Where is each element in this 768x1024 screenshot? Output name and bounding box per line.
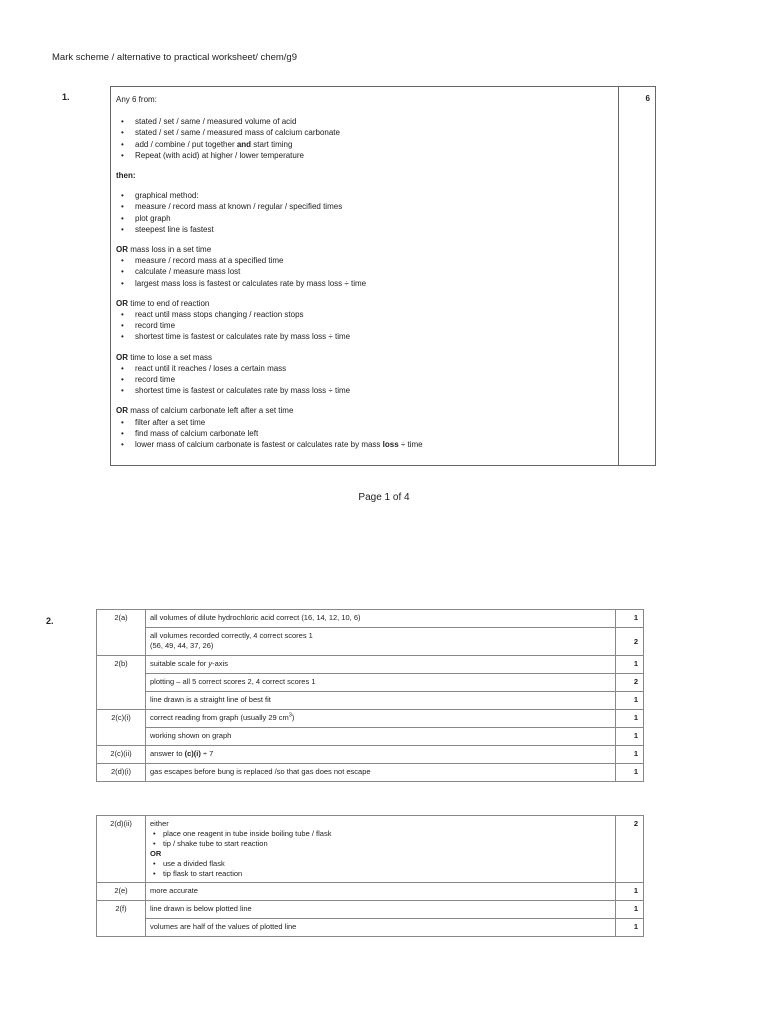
question-id: 2(e) (97, 883, 146, 901)
carbonate-left-list (116, 417, 611, 451)
table-row (97, 610, 644, 628)
question-1-box (110, 86, 656, 466)
page-number: Page 1 of 4 (358, 492, 410, 503)
marks-cell: 1 (616, 883, 644, 901)
marks-cell: 2 (616, 816, 644, 883)
lose-set-mass-list (116, 363, 611, 397)
then-label: then: (116, 171, 136, 181)
table-row (97, 919, 644, 937)
table-row (97, 692, 644, 710)
marks-cell: 1 (616, 610, 644, 628)
question-id: 2(d)(ii) (97, 816, 146, 883)
mass-loss-list (116, 255, 611, 289)
list-item: • measure / record mass at a specified time (135, 255, 611, 266)
table-row (97, 816, 644, 883)
answer-cell: all volumes recorded correctly, 4 correct scores 1 (56, 49, 44, 37, 26) (146, 628, 616, 656)
list-item: • graphical method: (135, 190, 611, 201)
answer-cell: working shown on graph (146, 728, 616, 746)
either-list (150, 829, 611, 849)
table-row (97, 628, 644, 656)
answer-cell: line drawn is a straight line of best fit (146, 692, 616, 710)
method-heading: OR time to lose a set mass (116, 352, 213, 362)
end-of-reaction-list (116, 309, 611, 343)
list-item: • shortest time is fastest or calculates rate by mass loss ÷ time (135, 331, 611, 342)
answer-cell: gas escapes before bung is replaced /so that gas does not escape (146, 764, 616, 782)
table-row (97, 656, 644, 674)
marks-cell: 1 (616, 919, 644, 937)
or-list (150, 859, 611, 879)
list-item: • tip flask to start reaction (163, 869, 611, 879)
table-row (97, 746, 644, 764)
list-item: • tip / shake tube to start reaction (163, 839, 611, 849)
list-item: • largest mass loss is fastest or calculates rate by mass loss ÷ time (135, 278, 611, 289)
marks-cell: 2 (616, 674, 644, 692)
list-item: • lower mass of calcium carbonate is fastest or calculates rate by mass loss ÷ time (135, 439, 611, 450)
answer-cell (146, 816, 616, 883)
list-item: • use a divided flask (163, 859, 611, 869)
answer-cell: answer to (c)(i) ÷ 7 (146, 746, 616, 764)
marks-cell: 1 (616, 728, 644, 746)
answer-cell: suitable scale for y-axis (146, 656, 616, 674)
question-1-number: 1. (62, 92, 70, 102)
question-2-table (96, 609, 644, 782)
table-row (97, 674, 644, 692)
list-item: • stated / set / same / measured volume of acid (135, 116, 611, 127)
list-item: • record time (135, 374, 611, 385)
question-1-content (116, 94, 611, 450)
list-item: • filter after a set time (135, 417, 611, 428)
list-item: • add / combine / put together and start timing (135, 139, 611, 150)
table-row (97, 901, 644, 919)
list-item: • react until it reaches / loses a certain mass (135, 363, 611, 374)
marks-cell: 1 (616, 710, 644, 728)
question-id: 2(c)(i) (97, 710, 146, 746)
list-item: • react until mass stops changing / reaction stops (135, 309, 611, 320)
intro-text: Any 6 from: (116, 95, 157, 104)
or-label: OR (150, 849, 162, 858)
method-heading: OR mass loss in a set time (116, 245, 212, 255)
question-id: 2(f) (97, 901, 146, 937)
answer-cell: correct reading from graph (usually 29 $cm^3$) (146, 710, 616, 728)
marks-cell: 1 (616, 656, 644, 674)
graphical-list (116, 190, 611, 235)
method-heading: OR time to end of reaction (116, 298, 210, 308)
either-label: either (150, 819, 169, 828)
list-item: • plot graph (135, 213, 611, 224)
answer-cell: volumes are half of the values of plotted line (146, 919, 616, 937)
answer-cell: all volumes of dilute hydrochloric acid correct (16, 14, 12, 10, 6) (146, 610, 616, 628)
method-heading: OR mass of calcium carbonate left after a set time (116, 406, 294, 416)
answer-cell: line drawn is below plotted line (146, 901, 616, 919)
list-item: • steepest line is fastest (135, 224, 611, 235)
list-item: • find mass of calcium carbonate left (135, 428, 611, 439)
list-item: • shortest time is fastest or calculates rate by mass loss ÷ time (135, 385, 611, 396)
setup-list (116, 116, 611, 161)
document-header: Mark scheme / alternative to practical worksheet/ chem/g9 (52, 52, 297, 63)
answer-cell: more accurate (146, 883, 616, 901)
question-2-table-continued (96, 815, 644, 937)
marks-cell: 1 (616, 901, 644, 919)
list-item: • measure / record mass at known / regular / specified times (135, 201, 611, 212)
list-item: • stated / set / same / measured mass of calcium carbonate (135, 127, 611, 138)
marks-column-divider (618, 87, 619, 465)
list-item: • calculate / measure mass lost (135, 266, 611, 277)
list-item: • record time (135, 320, 611, 331)
table-row (97, 728, 644, 746)
marks-cell: 2 (616, 628, 644, 656)
question-id: 2(b) (97, 656, 146, 710)
question-id: 2(d)(i) (97, 764, 146, 782)
question-id: 2(a) (97, 610, 146, 656)
question-1-marks: 6 (645, 94, 650, 103)
list-item: • Repeat (with acid) at higher / lower temperature (135, 150, 611, 161)
table-row (97, 764, 644, 782)
question-id: 2(c)(ii) (97, 746, 146, 764)
answer-cell: plotting – all 5 correct scores 2, 4 correct scores 1 (146, 674, 616, 692)
marks-cell: 1 (616, 692, 644, 710)
table-row (97, 710, 644, 728)
question-2-number: 2. (46, 616, 54, 626)
marks-cell: 1 (616, 764, 644, 782)
table-row (97, 883, 644, 901)
list-item: • place one reagent in tube inside boiling tube / flask (163, 829, 611, 839)
marks-cell: 1 (616, 746, 644, 764)
